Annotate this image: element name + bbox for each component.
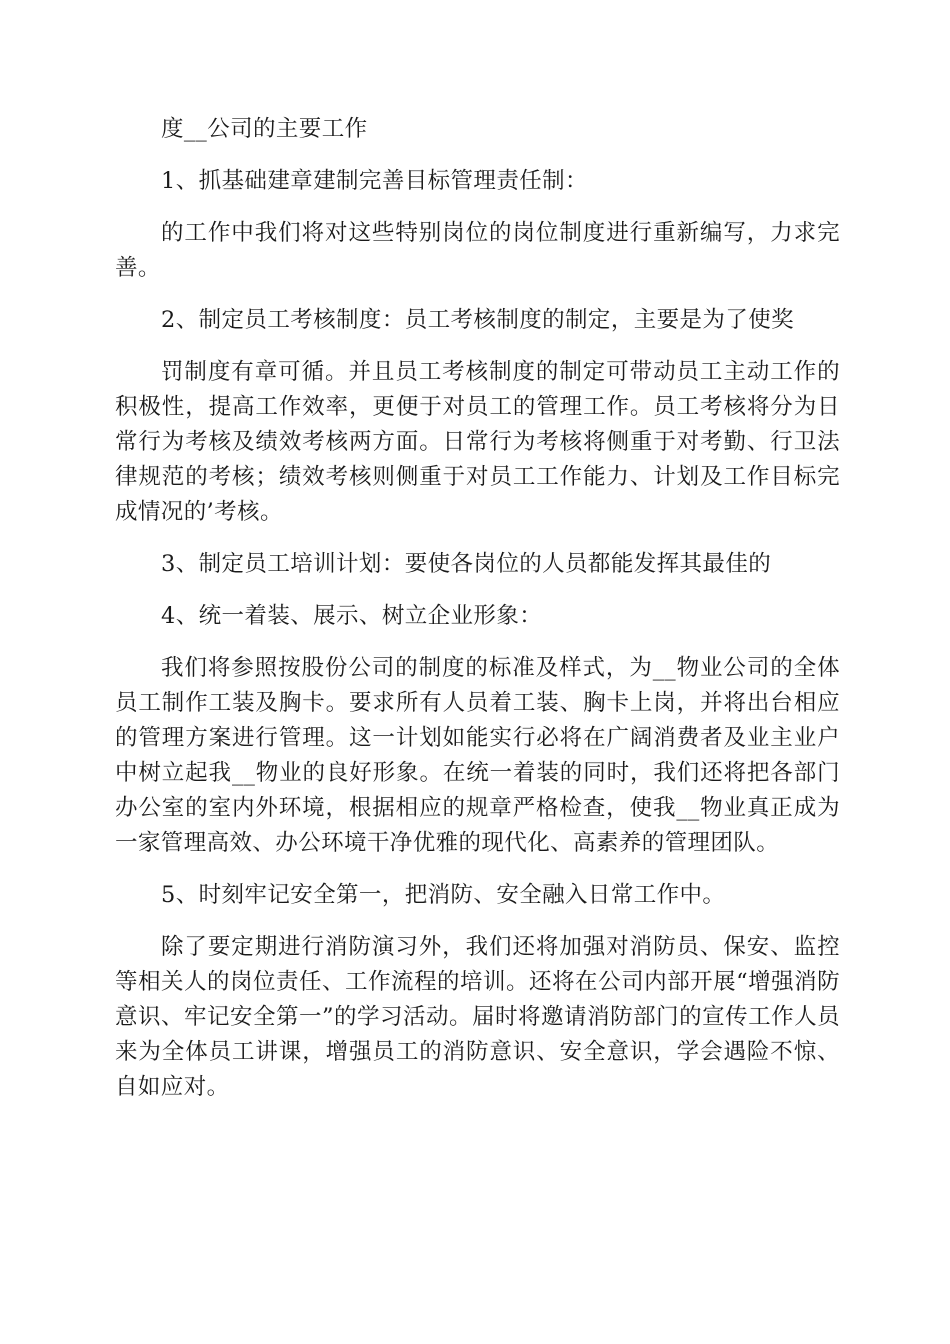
item-1-heading: 1、抓基础建章建制完善目标管理责任制： — [161, 168, 588, 194]
item-2-body: 罚制度有章可循。并且员工考核制度的制定可带动员工主动工作的积极性，提高工作效率，更便于对员工的管理工作。员工考核将分为日常行为考核及绩效考核两方面。日常行为考核将侧重于对考勤、行卫法律规范的考核；绩效考核则侧重于对员工工作能力、计划及工作目标完成情况的’考核。 — [115, 359, 840, 525]
item-4-body: 我们将参照按股份公司的制度的标准及样式，为__物业公司的全体员工制作工装及胸卡。要求所有人员着工装、胸卡上岗，并将出台相应的管理方案进行管理。这一计划如能实行必将在广阔消费者及业主业户中树立起我__物业的良好形象。在统一着装的同时，我们还将把各部门办公室的室内外环境，根据相应的规章严格检查，使我__物业真正成为一家管理高效、办公环境干净优雅的现代化、高素养的管理团队。 — [115, 655, 840, 856]
item-4-heading: 4、统一着装、展示、树立企业形象： — [161, 603, 543, 629]
section-heading: 度__公司的主要工作 — [161, 116, 368, 142]
document-page — [115, 112, 840, 1122]
item-2-heading: 2、制定员工考核制度：员工考核制度的制定，主要是为了使奖 — [161, 307, 795, 333]
item-3-heading: 3、制定员工培训计划：要使各岗位的人员都能发挥其最佳的 — [161, 551, 772, 577]
item-5-body: 除了要定期进行消防演习外，我们还将加强对消防员、保安、监控等相关人的岗位责任、工作流程的培训。还将在公司内部开展“增强消防意识、牢记安全第一”的学习活动。届时将邀请消防部门的宣传工作人员来为全体员工讲课，增强员工的消防意识、安全意识，学会遇险不惊、自如应对。 — [115, 934, 840, 1100]
item-5-heading: 5、时刻牢记安全第一，把消防、安全融入日常工作中。 — [161, 882, 726, 908]
item-1-body: 的工作中我们将对这些特别岗位的岗位制度进行重新编写，力求完善。 — [115, 220, 840, 281]
